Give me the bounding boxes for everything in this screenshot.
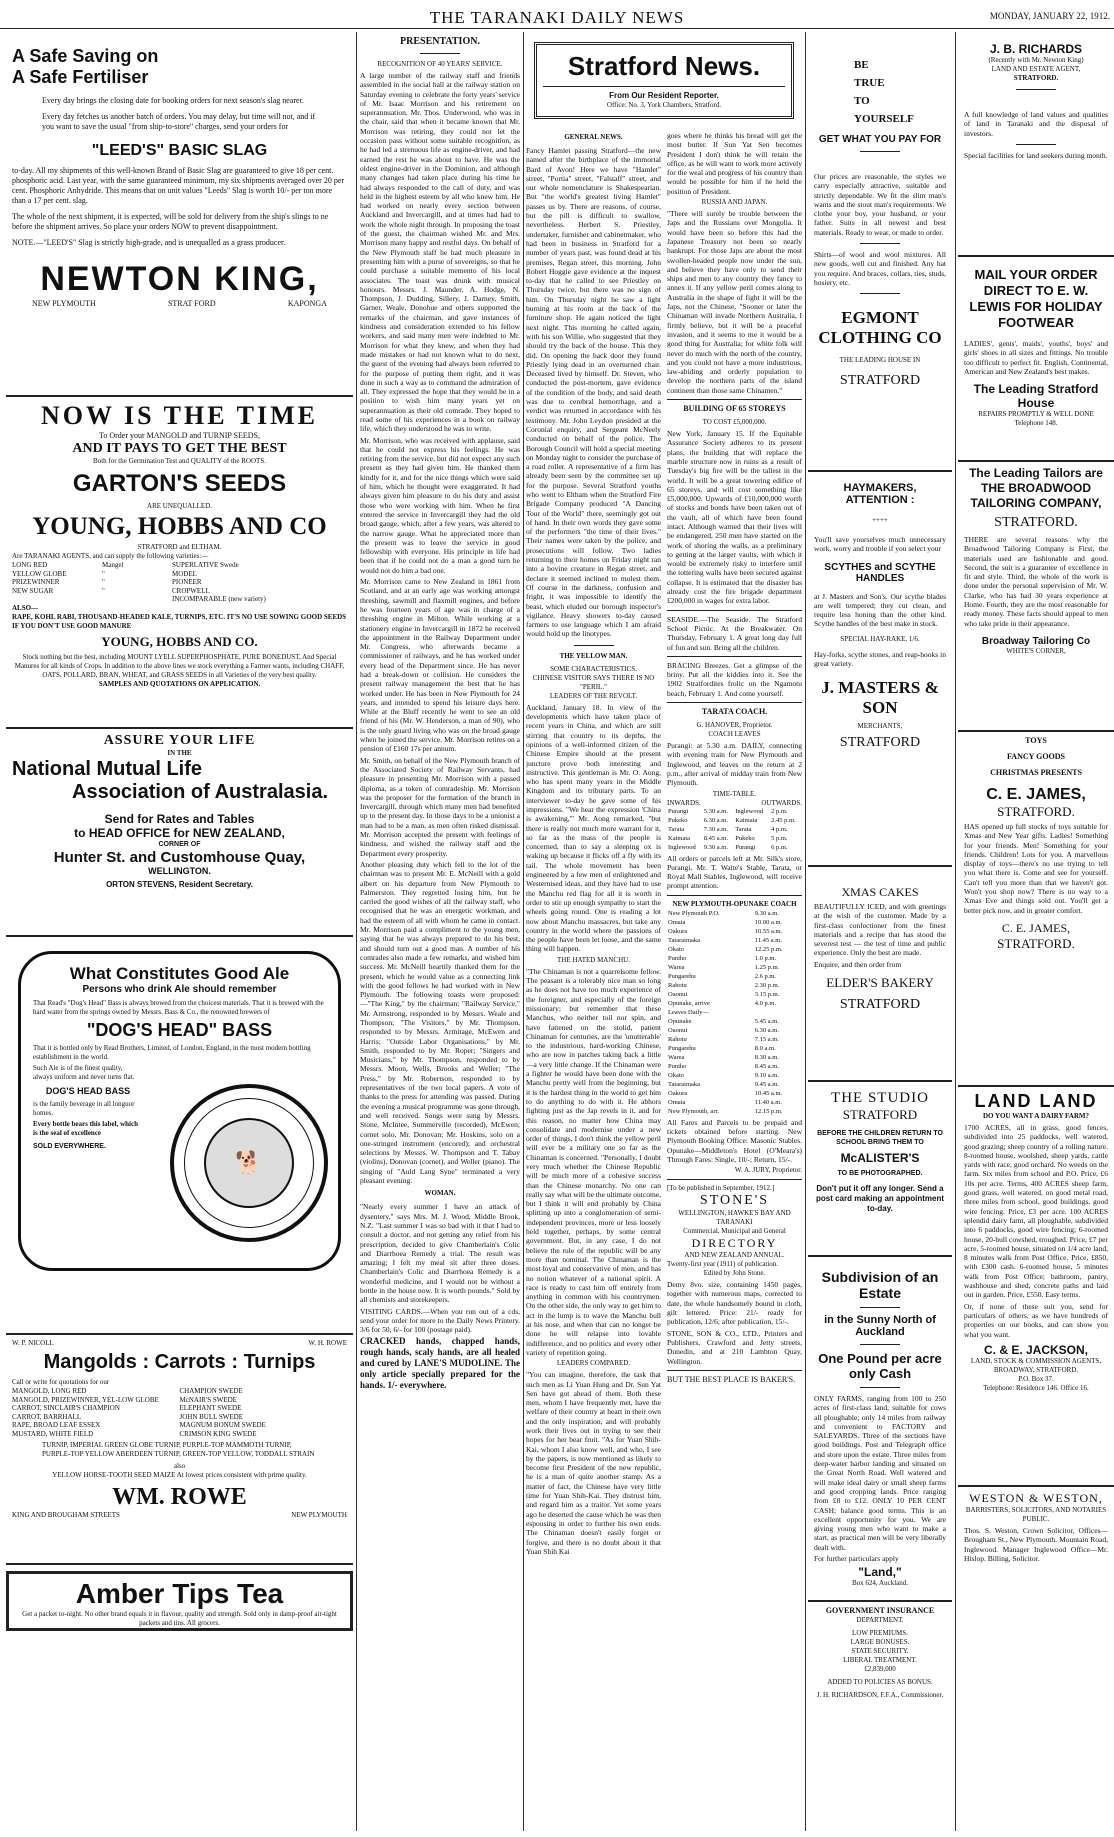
lewis-footwear-advert: MAIL YOUR ORDER DIRECT TO E. W. LEWIS FOR HOLIDAY FOOTWEAR LADIES', gents', maids', youths', boys' and girls' shoes in all sizes and fittings. No trouble too difficult to perfect fit. English, Continental, American and New Zealand's best makes. The Leading Stratford House REPAIRS PROMPTLY & WELL DONE Telephone 148.	[958, 257, 1114, 462]
seeds-company-2: YOUNG, HOBBS AND CO.	[101, 633, 258, 649]
leaders-text: "You can imagine, therefore, the task that such men as Li Yuan Hung and Dr. Sun Yat Sen have got ahead of them. Both these men, whom I have frequently met, have the welfare of their country at heart in their own and the only inspiration, and will probably work their lives out in trying to see their hopes for her bear fruit. "As for Yuan Shih-Kai, whom I also know well, and who, I see by the papers, is now mentioned as likely to become first President of the new republic, he is a man of quite another stamp. As a matter of fact, the Chinese have very little time for Yuan Shih-Kai. They distrust him, and regard him as a traitor. Yet some years ago he deserted the cause which he was then espousing in order to further his own ends. The Chinaman doesn't easily forget or forgive, and there is no doubt about it that Yuan Shih Kai	[526, 1370, 661, 1556]
land-heading: LAND LAND	[974, 1091, 1098, 1111]
insurance-in-the: IN THE	[167, 749, 192, 757]
coach-timetable	[667, 807, 802, 852]
stratford-right-column: goes where he thinks his bread will get the most butter. If Sun Yat Sen becomes President I don't think he will retain the office, as he will want to work more actively for the weal and progress of his country than would be possible for him if he held the position of President. RUSSIA AND JAPAN. "There will surely be trouble between the Japs and the Russians over Mongolia. It would have been so before this had the Japanese Treasury not been so nearly bankrupt. For those Japs are about the most swollen-headed people now under the sun, and believe they have only to send their ships and men to any country they fancy to annex it. If any yellow peril comes along to Australia in the shape of fight it will be the Japs, not the Chinese. "Sooner or later the Chinaman will invade Northern Australia, I firmly believe, but it will be a peaceful invasion, and it seems to me it would be a good thing for Australia; for white folk will never do much with the north of the country, and you could not have a more industrious, law-abiding and orderly population to develop the northern parts of the island continent than those same Chinamen." BUILDING OF 65 STOREYS TO COST £5,000,000. New York, January 15. If the Equitable Assurance Society adheres to its present plans, the building that will replace the marble structure now in ruins as a result of Tuesday's big fire will be the tallest in the world. It will be a great towering edifice of 65 storeys, and will cost something like £5,000,000. Upwards of £10,000,000 worth of stocks and bonds have been taken out of the vault, all of which have been found intact. Although warned that their lives will be endangered, 250 men have started on the work of shoring the walls, as a preliminary to getting at the larger vaults, with which it would be extremely risky to interfere until the tottering walls have been secured against collapse. It is estimated that the disaster has already cost the fire brigade department £200,000 in wages for extra labor. SEASIDE.—The Seaside. The Stratford School Picnic. At the Breakwater. On Thursday, February 1. A great long day full of fun and sun. Bring all the children. BRACING Breezes. Get a glimpse of the briny. Put all the kiddies into it. See the 1902 Stratfordites frolic on the Ngamotu beach, February 1. And come yourself. TARATA COACH. G. HANOVER, Proprietor. COACH LEAVES Purangi: at 5.30 a.m. DAILY, connecting with evening train for New Plymouth and Inglewood, and leaves on the return at 2 p.m., after arrival of midday train from New Plymouth. TIME-TABLE. INWARDS. OUTWARDS. Purangi 5.30 a.m. Inglewood 2 p.m. Pukeko 6.30 a.m. Kaimata 2.45 p.m. Tarata 7.30 a.m. Tarata 4 p.m. Kaimata 8.45 a.m. Pukeko 5 p.m. Inglewood 9.30 a.m. Purangi 6 p.m. All orders or parcels left at Mr. Silk's store, Purangi, Mr. T. Waite's Stable, Tarata, or Royal Mall Stables, Inglewood, will receive prompt attention. NEW PLYMOUTH-OPUNAKE COACH New Plymouth P.O. 9.30 a.m. Omata 10.00 a.m. Oakura 10.55 a.m. Tataraimaka 11.45 a.m. Okato 12.25 p.m. Puniho 1.0 p.m. Warea 1.25 p.m. Pungarehu 2.6 p.m. Rahotu 2.30 p.m. Oaonui 3.15 p.m. Opunake, arrive 4.0 p.m. Leaves Daily— Opunake 5.45 a.m. Oaonui 6.30 a.m. Rahotu 7.15 a.m. Pungarehu 8.0 a.m. Warea 8.30 a.m. Puniho 8.45 a.m. Okato 9.10 a.m. Tataraimaka 9.45 a.m. Oakura 10.45 a.m. Omata 11.40 a.m. New Plymouth, arr. 12.15 p.m. All Fares and Parcels to be prepaid and tickets obtained before starting. New Plymouth Booking Office: Masonic Stables. Opunake—Middleton's Hotel (O'Meara's) Through Fares: Single, 10/-; Return, 15/-. W. A. JURY, Proprietor. [To be published in September, 1912.] STONE'S WELLINGTON, HAWKE'S BAY AND TARANAKI Commercial, Municipal and General DIRECTORY AND NEW ZEALAND ANNUAL. Twenty-first year (1911) of publication. Edited by John Stone. Demy 8vo. size, containing 1450 pages, together with numerous maps, corrected to date, the whole handsomely bound in cloth, gilt lettered. Price: 21/- ready for publication, 12/6; after publication, 15/-. STONE, SON & CO., LTD., Printers and Publishers, Crawford and Jetty streets, Dunedin, and at 210 Lambton Quay, Wellington. BUT THE BEST PLACE IS BAKER'S.	[667, 131, 802, 1384]
stratford-news-title: Stratford News.	[567, 51, 761, 81]
timetable-cell: 4 p.m.	[771, 825, 788, 833]
stratford-news-body	[526, 129, 802, 1558]
seeds-also-text: RAPE, KOHL RABI, THOUSAND-HEADED KALE, TURNIPS, ETC. IT'S NO USE SOWING GOOD SEEDS IF YOU DON'T USE GOOD MANURE	[12, 612, 347, 630]
yellow-man-heading: THE YELLOW MAN.	[559, 651, 628, 660]
column-local-ads	[808, 32, 952, 1831]
scythes-heading: SCYTHES and SCYTHE HANDLES	[824, 561, 936, 584]
timetable-cell: 8.45 a.m.	[703, 834, 728, 842]
richards-advert: J. B. RICHARDS (Recently with Mr. Newton King) LAND AND ESTATE AGENT, STRATFORD. A full knowledge of land values and qualities of land in Taranaki and the disposal of investors. Special facilities for land seekers during month.	[958, 32, 1114, 257]
timetable-cell: 1.0 p.m.	[754, 954, 777, 962]
masthead	[0, 6, 1114, 29]
insurance-name-2: Association of Australasia.	[72, 781, 328, 803]
get-what-you-pay: GET WHAT YOU PAY FOR	[818, 134, 942, 145]
timetable-row	[667, 1107, 802, 1116]
mcalister-name: McALISTER'S	[840, 1151, 920, 1165]
seeds-agents: Are TARANAKI AGENTS, and can supply the following varieties:—	[12, 552, 209, 560]
timetable-cell: Warea	[668, 963, 685, 971]
insurance-secretary: ORTON STEVENS, Resident Secretary.	[106, 880, 253, 889]
rowe-name: WM. ROWE	[112, 1484, 247, 1510]
article-text: Mr. Smith, on behalf of the New Plymouth branch of the Associated Society of Railway Servants, had pleasure in presenting Mr. Morrison with a passed diploma, as a token of comradeship. Mr. Morrison was the proposer for the formation of the branch in Invercargill, through which many men had benefited up to the present day. In those days to be a unionist a man had to be a man, as men often risked dismissal. Mr. Morrison accepted the present with feelings of kindness, and wished the railway staff and the Department every prosperity.	[360, 755, 520, 858]
tailors-heading: The Leading Tailors are THE BROADWOOD TAILORING COMPANY,	[969, 466, 1103, 510]
timetable-row	[667, 1080, 802, 1089]
seeds-places: STRATFORD and ELTHAM.	[137, 543, 222, 551]
timetable-cell: 6 p.m.	[771, 843, 788, 851]
timetable-row	[667, 1089, 802, 1098]
studio-title: THE STUDIO	[831, 1090, 929, 1106]
bracing-advert: BRACING Breezes. Get a glimpse of the briny. Put all the kiddies into it. See the 1902 Stratfordites frolic on the Ngamotu beach, February 1. And come yourself.	[667, 660, 802, 698]
seeds-varieties	[12, 561, 347, 604]
timetable-cell: 12.25 p.m.	[754, 945, 783, 953]
timetable-cell: 2.30 p.m.	[754, 981, 780, 989]
timetable-cell: 6.30 a.m.	[754, 1026, 779, 1034]
mangolds-list-left: MANGOLD, LONG RED MANGOLD, PRIZEWINNER, YEL-LOW GLOBE CARROT, SINCLAIR'S CHAMPION CARROT, BARRHALL RAPE, BROAD LEAF ESSEX MUSTARD, WHITE FIELD	[12, 1387, 159, 1438]
haymakers-heading: HAYMAKERS, ATTENTION :	[843, 482, 917, 506]
column-rule	[805, 32, 806, 1831]
timetable-row	[667, 954, 802, 963]
subdivision-heading: Subdivision of an Estate	[821, 1269, 939, 1301]
article-text: Mr. Morrison came to New Zealand in 1861 from Scotland, and at an early age was working amongst threshing, sawmill and flaxmill engines, and before he was fourteen years of age was in charge of a threshing engine in Milton. While working at a stationery engine in Invercargill in 1872 he received the appointment in the Railway Department under Mr. Congress, who afterwards became a commissioner of railways, and he has worked under every head of the Department since. He has never had a break-down or collision. He considers the present railway management the best that he has worked under. He has been in New Plymouth for 24 years, and intended to spend his leisure days here. While at the Bluff recently he went to see an old friend of his (Mr. W. Henderson, a man of 90), who is the only guard living who was on the broad gauge when he joined the service. Mr. Morrison retires on a pension of £160 17s per annum.	[360, 577, 520, 754]
slag-headline-2: A Safe Fertiliser	[12, 67, 149, 87]
opunake-heading: NEW PLYMOUTH-OPUNAKE COACH	[672, 899, 797, 908]
timetable-row	[667, 1062, 802, 1071]
timetable-cell: 8.30 a.m.	[754, 1053, 779, 1061]
mail-order-heading: MAIL YOUR ORDER DIRECT TO E. W. LEWIS FOR HOLIDAY FOOTWEAR	[969, 267, 1103, 330]
timetable-row	[667, 963, 802, 972]
seeds-samples: SAMPLES AND QUOTATIONS ON APPLICATION.	[98, 679, 261, 688]
timetable-cell: Purangi	[668, 807, 689, 815]
timetable-cell: 7.30 a.m.	[703, 825, 728, 833]
slag-headline: A Safe Saving on	[12, 46, 159, 66]
broadwood-tailor-advert: The Leading Tailors are THE BROADWOOD TAILORING COMPANY, STRATFORD. THERE are several reasons why the Broadwood Tailoring Company is First, the materials used are fashionable and good. Second, the suit is a guarantee of excellence in fit and style. Third, the whole of the work is done under the personal supervision of Mr. W. Clarke, who has had 30 years experience at Home. Fourth, they are the most reasonable for ready money. These facts should appeal to men who take pride in their appearance. Broadway Tailoring Co WHITE'S CORNER,	[958, 462, 1114, 732]
timetable-cell: Pungarehu	[668, 1044, 696, 1052]
timetable-cell: 5.45 a.m.	[754, 1017, 779, 1025]
govt-insurance-advert: GOVERNMENT INSURANCE DEPARTMENT. LOW PREMIUMS. LARGE BONUSES. STATE SECURITY. LIBERAL TREATMENT. £2,839,000 ADDED TO POLICIES AS BONUS. J. H. RICHARDSON, F.F.A., Commissioner.	[808, 1602, 952, 1732]
weston-name: WESTON & WESTON,	[969, 1491, 1103, 1505]
timetable-row	[667, 1026, 802, 1035]
timetable-row	[667, 816, 802, 825]
timetable-row	[667, 1017, 802, 1026]
varieties-right: SUPERLATIVE Swede MODEL PIONEER CROPWELL INCOMPARABLE (new variety)	[172, 561, 266, 603]
timetable-cell: 2.6 p.m.	[754, 972, 777, 980]
column-stratford-news	[526, 32, 802, 1831]
slag-note: NOTE.—"LEED'S" Slag is strictly high-grade, and is unequalled as a grass producer.	[12, 238, 286, 247]
timetable-cell: Omata	[668, 1098, 686, 1106]
timetable-cell: Tataraimaka	[668, 1080, 701, 1088]
timetable-cell: Omata	[668, 918, 686, 926]
russia-text: "There will surely be trouble between the Japs and the Russians over Mongolia. It would have been so before this had the Japanese Treasury not been so nearly bankrupt. For those Japs are about the most swollen-headed people now under the sun, and believe they have only to send their ships and men to any country they fancy to annex it. If any yellow peril comes along to Australia in the shape of fight it will be the Japs, not the Chinese. "Sooner or later the Chinaman will invade Northern Australia, I firmly believe, but it will be a peaceful invasion, and it seems to me it would be a good thing for Australia; for white folk will never do much with the north of the country, and you could not have a more industrious, law-abiding and orderly population to develop the northern parts of the island continent than those same Chinamen."	[667, 209, 802, 395]
mangolds-list-right: CHAMPION SWEDE McNAIR'S SWEDE ELEPHANT SWEDE JOHN BULL SWEDE MAGNUM BONUM SWEDE CRIMSON KING SWEDE	[179, 1387, 266, 1438]
seeds-advert	[6, 397, 353, 729]
timetable-cell: 1.25 p.m.	[754, 963, 780, 971]
varieties-mid: Mangel " " "	[102, 561, 124, 595]
town: NEW PLYMOUTH	[32, 299, 96, 308]
timetable-cell: Pungarehu	[668, 972, 696, 980]
timetable-cell: Opunake	[668, 1017, 692, 1025]
insurance-address: Hunter St. and Customhouse Quay,	[53, 849, 306, 866]
elders-name: ELDER'S BAKERY	[826, 975, 934, 991]
slag-advert	[6, 32, 353, 397]
timetable-row	[667, 1044, 802, 1053]
timetable-row	[667, 1071, 802, 1080]
jackson-name: C. & E. JACKSON,	[983, 1342, 1088, 1357]
timetable-cell: 5 p.m.	[771, 834, 788, 842]
general-news-text: Fancy Hamlet passing Stratford—the new named after the birthplace of the immortal Bard of Avon! Here we have "Hamlet" street, "Portia" street, "Falstaff" street, and our whole nomenclature is Shakespearian. But "the world's greatest living Hamlet" passes us by. There are reasons, of course, but the pill is difficult to swallow, nevertheless. Herbert S. Priestley, undertaker, furnisher and cabinetmaker, who had been in business in Stratford for a number of years past, was found dead at his premises, Regan street, this morning. John Robert Hoggie gave evidence at the inquest to-day that he called to see Priestley on Thursday twice, but there was no sign of him. On Thursday night he saw a light burning at his room at the back of the furniture shop. He again noticed the light next night. This morning he called again, with his son Willie, who suggested that they should try the back of the house. This they did. On opening the back door they found Priestly lying dead in an overturned chair. Deceased lived by himself. Dr. Steven, who conducted the post-mortem, gave evidence of the condition of the body, and said death was due to cerebral hemorrhage, and a verdict was returned in accordance with his testimony. Mr. John Leydon presided at the Coronial enquiry, and Sergeant McNeely conducted on behalf of the police. The Borough Council will hold a special meeting on Monday night to consider the purchase of a road roller. A representative of a firm has already been seen by the committee set up for the purpose. Several Stratford youths who went to Eltham when the Stratford Fire Brigade Company produced "A Dancing Tour of the World" there, seemingly got out of hand. In their own words they gave some of the performers "the time of their lives." Their names were taken by the police, and prosecutions will follow. Two ladies returning to their homes on Friday night ran into a bovine creature in Regan street, and declare it seemed inclined to molest them. Of course in the darkness, confusion and fright, it was impossible to identify the beast, which eluded our borough inspector's vigilance. Heavy showers to-day caused farmers to use language which I am afraid would hold up the linotypes.	[526, 146, 661, 639]
timetable-cell: Opunake, arrive	[668, 999, 710, 1007]
woman-text: "Nearly every summer I have an attack of dysentery," says Mrs. M. J. Wood, Middle Brook, N.Z. "Last summer I was so bad with it that I had to consult a doctor, and not getting any relief from his prescription, decided to give Chamberlain's Colic and Diarrhoea Remedy a trial. The result was amazing; I felt my meal sit after three doses. Chamberlain's Colic and Diarrhoea Remedy is a wonderful medicine, and I would not be without a bottle in the house now. It is worth pounds." Sold by all chemists and storekeepers.	[360, 1202, 520, 1305]
timetable-cell: Tataraimaka	[668, 936, 701, 944]
directory-title: DIRECTORY	[691, 1236, 778, 1251]
insurance-corner: CORNER OF	[158, 841, 201, 848]
timetable-cell: Kaimata	[668, 834, 691, 842]
mangolds-names: W. P. NICOLL W. H. ROWE	[12, 1339, 347, 1347]
timetable-row	[667, 981, 802, 990]
seeds-line: Both for the Germination Test and QUALITY of the ROOTS.	[93, 457, 266, 465]
richards-name: J. B. RICHARDS	[989, 42, 1082, 56]
timetable-cell: 10.45 a.m.	[754, 1089, 783, 1097]
mangolds-headline: Mangolds : Carrots : Turnips	[43, 1351, 316, 1373]
dog-head-icon: 🐕	[204, 1118, 294, 1208]
general-news-heading: GENERAL NEWS.	[564, 133, 623, 141]
article-text: A large number of the railway staff and friends assembled in the social hall at the railway station on Saturday evening to celebrate the forty years' service of Mr. Isaac Morrison and his retirement on superannuation. Mr. Thos. Underwood, who was in the chair, said that when it became known that Mr. Morrison was retiring, they could not let the occasion pass without some suitable recognition, as he had led a strenuous life as engine-driver, and had earned the rest he was about to have. He was the oldest engine-driver in the Dominion, and although many changes had taken place during his time he had always responded to the call of duty, and was held in the highest esteem by all who knew him. He had worked on nearly every section between Auckland and Invercargill, and at times had had to work the whole night through. In proposing the toast of the guest, the chairman wished Mr. and Mrs. Morrison many happy and restful days. On behalf of the New Plymouth staff he had much pleasure in presenting him with a purse of sovereigns, so that he could purchase a suitable memento of his local associates. The toast was drunk with musical honours. Messrs. J. Maunder, A. Hodge, N. Thompson, J. Dudding, Sillery, J. Darney, Smith, Garner, Weale, Donohue and others supported the remarks of the chairman, and gave instances of kindness and consideration extended to his fellow workers, and said many men were indebted to Mr. Morrison for what they knew, and when they had made mistakes or had not known what to do next, the guest of the evening had always been referred to for the purpose of putting them right, and it was done in such a way as to command the admiration of all. They expressed the hope that they would be in a position to wish him many years yet on superannuation as their old comrade. They hoped to read some of his experiences in a book on railway life, which they understood he was to write.	[360, 71, 520, 434]
column-advertisements-left	[6, 32, 353, 1831]
timetable-cell: 5.30 a.m.	[703, 807, 728, 815]
timetable-cell: 4.0 p.m.	[754, 999, 777, 1007]
timetable-row	[667, 918, 802, 927]
timetable-row	[667, 909, 802, 918]
timetable-cell: 10.55 a.m.	[754, 927, 783, 935]
timetable-cell: 7.15 a.m.	[754, 1035, 779, 1043]
timetable-cell: 8.45 a.m.	[754, 1062, 779, 1070]
weston-advert: WESTON & WESTON, BARRISTERS, SOLICITORS, AND NOTARIES PUBLIC. Thos. S. Weston, Crown Solicitor, Offices—Brougham St., New Plymouth. Mountain Road, Inglewood. Manager Inglewood Office—Mr. Hislop. Billing, Solicitor.	[964, 1491, 1108, 1563]
timetable-cell	[754, 1008, 802, 1017]
timetable-cell: Puniho	[668, 1062, 687, 1070]
subdivision-advert: Subdivision of an Estate in the Sunny North of Auckland One Pound per acre only Cash ONLY FARMS, ranging from 100 to 250 acres of first-class land, suitable for cows all ploughable; only 14 miles from railway and convenient to FACTORY and SALEYARDS. Three of the sections have good buildings. Post and Telegraph office and store upon the estate. Three miles from deep-water harbor landing and situated on the Great North Road. Well watered and will make ideal dairy or small sheep farms and good cropping lands. Price ranging from £8 to £12. ONLY 10 PER CENT CASH; balance good terms. This is an excellent opportunity for you. We are giving young men who want to make a start, as practical men will be very liberally dealt with. For further particulars apply "Land," Box 624, Auckland.	[808, 1257, 952, 1602]
timetable-cell: Inglewood	[668, 843, 696, 851]
town: STRAT FORD	[167, 299, 216, 308]
egmont-name: EGMONT CLOTHING CO	[818, 308, 942, 348]
ale-advert	[6, 937, 353, 1335]
tea-headline: Amber Tips Tea	[75, 1578, 284, 1609]
timetable-cell: Purangi	[735, 843, 756, 851]
timetable-cell: New Plymouth P.O.	[668, 909, 720, 917]
timetable-row	[667, 825, 802, 834]
timetable-row	[667, 1035, 802, 1044]
coach-title: TARATA COACH.	[701, 707, 768, 717]
column-rule	[523, 32, 524, 1831]
timetable-cell: Rahotu	[668, 981, 687, 989]
reporter-line: From Our Resident Reporter.	[609, 91, 719, 100]
timetable-cell: Kaimata	[735, 816, 758, 824]
ale-left-text: Such Ale is of the finest quality, always uniform and never turns flat. DOG'S HEAD BASS is the family beverage in all longuor homes. Every bottle bears this label, which is the seal of excellence SOLD EVERYWHERE.	[33, 1064, 138, 1150]
cracked-hands-advert: CRACKED hands, chapped hands, rough hands, scaly hands, are all healed and cured by LANE'S MUDOLINE. The only article specially prepared for the hands. 1/- everywhere.	[360, 1336, 520, 1391]
timetable-row	[667, 936, 802, 945]
timetable-cell: Warea	[668, 1053, 685, 1061]
read-brothers-seal	[170, 1084, 328, 1242]
timetable-cell: Rahotu	[668, 1035, 687, 1043]
timetable-cell: 2 p.m.	[771, 807, 788, 815]
masters-advert: HAYMAKERS, ATTENTION : ++++ You'll save yourselves much unnecessary work, worry and trouble if you select your SCYTHES and SCYTHE HANDLES at J. Masters and Son's. Our scythe blades are well tempered; they cut clean, and require less honing than the other kind. Scythe handles of the best make in stock. SPECIAL HAY-RAKE, 1/6. Hay-forks, scythe stones, and reap-hooks in great variety. J. MASTERS & SON MERCHANTS, STRATFORD	[808, 472, 952, 867]
james-name: C. E. JAMES,	[986, 786, 1086, 803]
insurance-city: WELLINGTON.	[148, 866, 211, 876]
timetable-row	[667, 972, 802, 981]
article-text: Mr. Morrison, who was received with applause, said that he could not express his feelings. He was retiring from the service, but did not expect any such present as they had given him. He thanked them kindly for it, and for the nice things which were said of him, which he thought were exaggerated. It had always given him pleasure to do his duty and assist those who were working with him. When he first entered the service in Invercargill they had the old broad gauge, which, after a few years, was altered to the narrow gauge. What he appreciated more than the present was to leave the service in good fellowship with everyone. His principle in life had been that if he could not do a man a good turn he would not do him a bad one.	[360, 435, 520, 575]
woman-heading: WOMAN.	[424, 1189, 456, 1198]
opunake-timetable	[667, 909, 802, 1116]
slag-paragraph: The whole of the next shipment, it is expected, will be sold for delivery from the ship's slings to ne before the shipment arrives. So place your orders NOW to prevent disappointment.	[12, 212, 329, 231]
tea-text: Get a packet to-night. No other brand equals it in flavour, quality and strength. Sold only in damp-proof air-tight packets and tins. All grocers.	[22, 1610, 337, 1627]
mangolds-call: Call or write for quotations for our	[12, 1378, 110, 1386]
tea-advert	[6, 1571, 353, 1631]
storeys-heading: BUILDING OF 65 STOREYS	[683, 404, 786, 414]
mangolds-lists	[12, 1387, 347, 1438]
issue-date: MONDAY, JANUARY 22, 1912.	[989, 11, 1110, 21]
column-rule	[955, 32, 956, 1831]
timetable-row	[667, 843, 802, 852]
office-line: Office: No. 3, York Chambers, Stratford.	[606, 101, 722, 109]
insurance-name: National Mutual Life	[12, 758, 202, 780]
timetable-row	[667, 1053, 802, 1062]
column-presentation	[360, 32, 520, 1831]
insurance-to: to HEAD OFFICE for NEW ZEALAND,	[74, 826, 285, 840]
timetable-cell: 8.0 a.m.	[754, 1044, 776, 1052]
seeds-brand: GARTON'S SEEDS	[72, 470, 287, 497]
seeds-line: AND IT PAYS TO GET THE BEST	[72, 441, 287, 456]
studio-advert: THE STUDIO STRATFORD BEFORE THE CHILDREN RETURN TO SCHOOL BRING THEM TO McALISTER'S TO BE PHOTOGRAPHED. Don't put it off any longer. Send a post card making an appointment to-day.	[808, 1082, 952, 1257]
timetable-cell: Pukeko	[668, 816, 688, 824]
timetable-cell: Tarata	[735, 825, 752, 833]
timetable-cell: Tarata	[668, 825, 685, 833]
column-right-ads	[958, 32, 1114, 1831]
slag-paragraph: Every day brings the closing date for booking orders for next season's slag nearer.	[42, 96, 304, 105]
slag-product: "LEED'S" BASIC SLAG	[91, 142, 268, 159]
mangolds-turnips: TURNIP, IMPERIAL GREEN GLOBE TURNIP, PURPLE-TOP MAMMOTH TURNIP, PURPLE-TOP YELLOW ABERDEEN TURNIP, GREEN-TOP YELLOW, TODDALL STRAIN	[42, 1441, 315, 1458]
timetable-row	[667, 945, 802, 954]
timetable-cell: 2.45 p.m.	[771, 816, 796, 824]
town: KAPONGA	[287, 299, 327, 308]
timetable-cell: Okato	[668, 1071, 684, 1079]
timetable-cell: Puniho	[668, 954, 687, 962]
section-heading: PRESENTATION.	[400, 36, 480, 47]
timetable-cell: 11.45 a.m.	[754, 936, 782, 944]
manchu-text: "The Chinaman is not a quarrelsome fellow. The peasant is a tolerably nice man so long as he does not have too much experience of the foreigner, and especially of the foreign missionary; but remember that these Manchus, who neither toil nor spin, and have fattened on the stolid, patient Chinaman for centuries, are the 'unutterable' to the industrious, hard-working Chinese, who are now in patches taking back a little—a very little change. If the Chinaman were a fighter he would have been done with the Manchu pretty well from the beginning, but it is the hardest thing in the world to get him to do anything to do with it. He abhors fighting just as the Jap revels in it, and for this reason, no matter how China may consolidate and modernise under a new order of things, I don't think the yellow peril will ever be a military one so far as the Chinaman is concerned. "Personally, I doubt very much whether the Chinese Republic will be much more of a cohesive success than the Chinese monarchy. No one can really say what will be the ultimate outcome, but I think it will end probably by China splitting up into a conglomeration of semi-independent provinces, more or less loosely held together, perhaps, by some central government. But, in any case, I do not believe the rule of the republic will be any more than nominal. The Chinaman is the most loyal and conservative of men, and has no notion whatever of a national spirit. A race is ready to cast him off entirely from anything in common with his countrymen. On the other side, the only way to get him to act in the lump is to wave the Manchu bull at his nose, and when that can no longer be done he will relapse into lovable indifference, and no politics and every other variety of repetition going.	[526, 966, 661, 1357]
timetable-cell: 9.30 a.m.	[703, 843, 728, 851]
be-true-slogan: BE TRUE TO YOURSELF	[854, 59, 914, 125]
timetable-cell: Leaves Daily—	[668, 1008, 709, 1016]
timetable-cell: New Plymouth, arr.	[668, 1107, 719, 1115]
visiting-cards: VISITING CARDS.—When you run out of a cds, send your order for more to the Daily News Printery. 3/6 for 50, 6/- for 100 (postage paid).	[360, 1306, 520, 1335]
masters-name: J. MASTERS & SON	[821, 678, 939, 718]
timetable-row	[667, 1098, 802, 1107]
seeds-headline: NOW IS THE TIME	[41, 401, 318, 430]
timetable-cell: Oakura	[668, 1089, 688, 1097]
newton-king-name: NEWTON KING,	[40, 260, 319, 298]
timetable-row	[667, 999, 802, 1008]
article-text: Another pleasing duty which fell to the lot of the chairman was to present Mr. E. McNeill with a gold albert on his departure from New Plymouth to Palmerston. They regretted losing him, but he carried the good wishes of all the railway staff, who recognised that he was an energetic workman, and had the esteem of all with whom he came in contact. Mr. Morrison paid a compliment to the young men, saying that he was always prepared to do his best, and should turn out a good man. A number of his comrades also made a few remarks, and wished him success. Mr. McNeill heartily thanked them for the present, which he would value as a connecting link with the good fellows he had worked with in New Plymouth. The following toasts were proposed:—"The King," by the chairman; "Railway Service," Mr. Armstrong, responded to by Messrs. Weale and Thompson; "The Visitors," by Mr. Thompson, responded to by Messrs. Armitage, McEwen and Harris; "Outside Labor Organisations," by Mr. Smith, responded to by Mr. Roper; "Singers and Musicians," by Mr. Thompson, responded to by Messrs. Moon, Wells, Brooks and Weller; "The Press," by Mr. Robertson, responded to by representatives of the two local papers. A vote of thanks to the press for attending was passed. During the evening a musical programme was gone through, and well received. Songs were sung by Messrs. Stone, McIntee, Summerville (recorded), McEwen; cornet solo, Mr. Donovan; Mr. Hoskins, solo on a one-stringed instrument (encored); and orchestral selections by Messrs. W. Thompson and T. Tabay (violins), Donovan (cornet), and Weller (piano). The singing of "Auld Lang Syne" terminated a very pleasant evening.	[360, 859, 520, 1186]
yellow-man-text: Auckland, January 18. In view of the developments which have taken place of recent years in China, and which are still stirring that country to its depths, the opinions of a well-informed citizen of the Chinese Empire should at the present juncture prove both interesting and instructive. This gentleman is Mr. O. Aong, who has spent many years in the Middle Kingdom and its tributary parts. To an interviewer to-day he gave some of his impressions. "We hear the expression 'China is awakening,'" Mr. Aong remarked, "but there is really not much more warrant for it, so far as the mass of the people is concerned, than to say a sleeping ox is waking up because it flicks off a fly with its tail. The whole movement has been engineered by a few men of enlightened and Westernised ideas, and they have had to use the Manchu red flag for all it is worth in order to stir up enough sympathy to start the wheels going round. One is reading a lot now about Manchu massacres, but take any country in the world where the passions of the people have been let loose, and the same thing will happen.	[526, 702, 661, 954]
timetable-cell: 10.00 a.m.	[754, 918, 783, 926]
timetable-cell: Oakura	[668, 927, 688, 935]
timetable-cell: 6.30 a.m.	[703, 816, 728, 824]
seeds-line: To Order your MANGOLD and TURNIP SEEDS,	[99, 431, 260, 440]
timetable-cell: 12.15 p.m.	[754, 1107, 783, 1115]
slag-paragraph: to-day. All my shipments of this well-known Brand of Basic Slag are guaranteed to give 18 per cent. phosphoric acid. Last year, with the same guaranteed minimum, my six shipments averaged over 20 per cent. Phosphoric Anhydride. This means that on unit values "Leeds" Slag is worth 10/- per ton more than a 17 per cent. slag.	[12, 166, 345, 205]
ale-advert-frame	[18, 951, 341, 1271]
seeds-company: YOUNG, HOBBS AND CO	[32, 513, 327, 540]
newton-king-towns	[12, 299, 347, 308]
timetable-cell: 9.45 a.m.	[754, 1080, 779, 1088]
timetable-cell: 9.30 a.m.	[754, 909, 779, 917]
bakers-advert: BUT THE BEST PLACE IS BAKER'S.	[667, 1374, 796, 1384]
james-toys-advert: TOYS FANCY GOODS CHRISTMAS PRESENTS C. E. JAMES, STRATFORD. HAS opened up full stocks of toys suitable for Xmas and New Year gifts. Ladies! Something for your friends. Men! Something for your friends. Children! Lots for you. A marvellous display of toys—there's no use trying to tell you what there is. Come and see for yourself. Can't tell you more than that we haven't got. Won't you shop now? There is no way to a Xmas Eve and things sold out. You'll get a better pick now, and in greater comfort. C. E. JAMES, STRATFORD.	[958, 732, 1114, 1087]
seeds-unequalled: ARE UNEQUALLED.	[147, 502, 212, 510]
mangolds-advert	[6, 1335, 353, 1565]
insurance-send: Send for Rates and Tables	[104, 812, 255, 826]
varieties-left: LONG RED YELLOW GLOBE PRIZEWINNER NEW SUGAR	[12, 561, 67, 595]
rowe-address: KING AND BROUGHAM STREETS NEW PLYMOUTH	[12, 1511, 347, 1519]
elders-bakery-advert: XMAS CAKES BEAUTIFULLY ICED, and with greetings at the wish of the customer. Made by a first-class confectioner from the finest materials and a recipe that has stood the severest test — the test of time and public experience. Only the best are made. Enquire, and then order from ELDER'S BAKERY STRATFORD	[808, 867, 952, 1082]
timetable-cell: Pukeko	[735, 834, 755, 842]
ale-brand: "DOG'S HEAD" BASS	[86, 1020, 273, 1040]
newspaper-title: THE TARANAKI DAILY NEWS	[429, 8, 685, 27]
timetable-row	[667, 927, 802, 936]
column-rule	[356, 32, 357, 1831]
xmas-heading: XMAS CAKES	[841, 885, 919, 899]
slag-paragraph: Every day fetches us another batch of orders. You may delay, but time will not, and if you want to save the usual "from ship-to-store" charges, send your orders for	[42, 112, 316, 131]
ale-text: That it is bottled only by Read Brothers, Limited, of London, England, in the most modern bottling establishment in the world.	[33, 1044, 311, 1061]
timetable-row	[667, 807, 802, 816]
insurance-advert	[6, 729, 353, 937]
ale-headline: What Constitutes Good Ale	[69, 964, 290, 983]
ale-text: That Read's "Dog's Head" Bass is always brewed from the choicest materials. That it is brewed with the hard water from the springs owned by Messrs. Bass & Co., the renowned brewers of	[33, 999, 324, 1016]
seeds-stock: Stock nothing but the best, including MOUNT LYELL SUPERPHOSPHATE, PURE BONEDUST, And Special Manures for all kinds of Crops. In addition to the above lines we stock everything a Farmer wants, including CHAFF, OATS, POLLARD, BRAN, WHEAT, and GRASS SEEDS in all Varieties of the very best quality.	[14, 652, 345, 679]
timetable-cell: Okato	[668, 945, 684, 953]
timetable-cell: Oaonui	[668, 1026, 688, 1034]
timetable-cell: Inglewood	[735, 807, 764, 815]
stratford-news-banner	[534, 42, 794, 119]
timetable-row	[667, 834, 802, 843]
timetable-cell: Oaonui	[668, 990, 688, 998]
mangolds-also: also	[173, 1462, 186, 1470]
govt-list: LOW PREMIUMS. LARGE BONUSES. STATE SECURITY. LIBERAL TREATMENT. £2,839,000	[843, 1629, 917, 1673]
timetable-row	[667, 1008, 802, 1017]
jackson-land-advert: LAND LAND DO YOU WANT A DAIRY FARM? 1700 ACRES, all in grass, good fences, subdivided into 25 paddocks, well watered, good grazing; sheep country of a rolling nature. 8-roomed house, woolshed, sheep yards, cattle yards with race, good orchard. No weeds on the farm. Six miles from school and P.O. Price, £6 10s per acre. Terms, 400 ACRES sheep farm, good grass, well watered, on good metal road, three miles from school, good buildings, good wire fencing. Price, £3 per acre. 100 ACRES splendid dairy farm, all ploughable, subdivided into 6 paddocks, good wire fencing; 6-roomed house, 20-bull cowshed, troughed. Price, £7 per acre. 5-roomed house, situated on 1/4 acre land, 8 minutes walk from Post Office. Price, £850, with £300 cash. 6-roomed house, 5 minutes walk from Post Office; bathroom, pantry, washhouse and shed, concrete paths and laid out in garden. Price, £550. Easy terms. Or, if none of these suit you, send for particulars of others, as we have hundreds of properties on our books, and can show you what you want. C. & E. JACKSON, LAND, STOCK & COMMISSION AGENTS, BROADWAY, STRATFORD. P.O. Box 37. Telephone: Residence 146. Office 16.	[958, 1087, 1114, 1487]
timetable-header: INWARDS. OUTWARDS.	[667, 798, 802, 807]
timetable-row	[667, 990, 802, 999]
mangolds-maize: YELLOW HORSE-TOOTH SEED MAIZE At lowest prices consistent with prime quality.	[52, 1471, 307, 1479]
seeds-also: ALSO—	[12, 603, 39, 612]
seaside-advert: SEASIDE.—The Seaside. The Stratford School Picnic. At the Breakwater. On Thursday, February 1. A great long day full of fun and sun. Bring all the children.	[667, 614, 802, 652]
storeys-text: New York, January 15. If the Equitable Assurance Society adheres to its present plans, the building that will replace the marble structure now in ruins as a result of Tuesday's big fire will be the tallest in the world. It will be a great towering edifice of 65 storeys, and will cost something like £5,000,000. Upwards of £10,000,000 worth of stocks and bonds have been taken out of the vault, all of which have been found intact. Although warned that their lives will be endangered, 250 men have started on the work of shoring the walls, as a preliminary to getting at the larger vaults, with which it would be extremely risky to interfere until the tottering walls have been secured against collapse. It is estimated that the disaster has already cost the fire brigade department £200,000 in wages for extra labor.	[667, 429, 802, 606]
stratford-left-column: GENERAL NEWS. Fancy Hamlet passing Stratford—the new named after the birthplace of the immortal Bard of Avon! Here we have "Hamlet" street, "Portia" street, "Falstaff" street, and our whole nomenclature is Shakespearian. But "the world's greatest living Hamlet" passes us by. There are reasons, of course, but the pill is difficult to swallow, nevertheless. Herbert S. Priestley, undertaker, furnisher and cabinetmaker, who had been in business in Stratford for a number of years past, was found dead at his premises, Regan street, this morning. John Robert Hoggie gave evidence at the inquest to-day that he called to see Priestley on Thursday twice, but there was no sign of him. On Thursday night he saw a light burning at his room at the back of the furniture shop. He again noticed the light next night. This morning he called again, with his son Willie, who suggested that they should try the back of the house. This they did. On opening the back door they found Priestly lying dead in an overturned chair. Deceased lived by himself. Dr. Steven, who conducted the post-mortem, gave evidence of the condition of the body, and said death was due to cerebral hemorrhage, and a verdict was returned in accordance with his testimony. Mr. John Leydon presided at the Coronial enquiry, and Sergeant McNeely conducted on behalf of the police. The Borough Council will hold a special meeting on Monday night to consider the purchase of a road roller. A representative of a firm has already been seen by the committee set up for the purpose. Several Stratford youths who went to Eltham when the Stratford Fire Brigade Company produced "A Dancing Tour of the World" there, seemingly got out of hand. In their own words they gave some of the performers "the time of their lives." Their names were taken by the police, and prosecutions will follow. Two ladies returning to their homes on Friday night ran into a bovine creature in Regan street, and declare it seemed inclined to molest them. Of course in the darkness, confusion and fright, it was impossible to identify the beast, which eluded our borough inspector's vigilance. Heavy showers to-day caused farmers to use language which I am afraid would hold up the linotypes. THE YELLOW MAN. SOME CHARACTERISTICS. CHINESE VISITOR SAYS THERE IS NO "PERIL." LEADERS OF THE REVOLT. Auckland, January 18. In view of the developments which have taken place of recent years in China, and which are still stirring that country to its depths, the opinions of a well-informed citizen of the Chinese Empire should at the present juncture prove both interesting and instructive. This gentleman is Mr. O. Aong, who has spent many years in the Middle Kingdom and its tributary parts. To an interviewer to-day he gave some of his impressions. "We hear the expression 'China is awakening,'" Mr. Aong remarked, "but there is really not much more warrant for it, so far as the mass of the people is concerned, than to say a sleeping ox is waking up because it flicks off a fly with its tail. The whole movement has been engineered by a few men of enlightened and Westernised ideas, and they have had to use the Manchu red flag for all it is worth in order to stir up enough sympathy to start the wheels going round. One is reading a lot now about Manchu massacres, but take any country in the world where the passions of the people have been let loose, and the same thing will happen. THE HATED MANCHU. "The Chinaman is not a quarrelsome fellow. The peasant is a tolerably nice man so long as he does not have too much experience of the foreigner, and especially of the foreign missionary; but remember that these Manchus, who neither toil nor spin, and have fattened on the stolid, patient Chinaman for centuries, are the 'unutterable' to the industrious, hard-working Chinese, who are now in patches taking back a little—a very little change. If the Chinaman were a fighter he would have been done with the Manchu pretty well from the beginning, but it is the hardest thing in the world to get him to do anything to do with it. He abhors fighting just as the Jap revels in it, and for this reason, no matter how China may consolidate and modernise under a new order of things, I don't think the yellow peril will ever be a military one so far as the Chinaman is concerned. "Personally, I doubt very much whether the Chinese Republic will be much more of a cohesive success than the Chinese monarchy. No one can really say what will be the ultimate outcome, but I think it will end probably by China splitting up into a conglomeration of semi-independent provinces, more or less loosely held together, perhaps, by some central government. But, in any case, I do not believe the rule of the republic will be any more than nominal. The Chinaman is the most loyal and conservative of men, and has no notion whatever of a national spirit. A race is ready to cast him off entirely from anything in common with his countrymen. On the other side, the only way to get him to act in the lump is to wave the Manchu bull at his nose, and when that can no longer be done he will relapse into lovable indifference, and no politics and every other variety of repetition going. LEADERS COMPARED. "You can imagine, therefore, the task that such men as Li Yuan Hung and Dr. Sun Yat Sen have got ahead of them. Both these men, whom I have frequently met, have the welfare of their country at heart in their own and the only inspiration, and will probably work their lives out in trying to see their hopes for her bear fruit. "As for Yuan Shih-Kai, whom I also know well, and who, I see by the papers, is now mentioned as likely to become first President of the new republic, he is a man of quite another stamp. As a matter of fact, the Chinese have very little time for Yuan Shih-Kai. They distrust him, and regard him as a traitor. Yet some years ago he deserted the cause which he was then espousing in order to further his own ends. The Chinaman doesn't easily forget or forgive, and there is no doubt about it that Yuan Shih Kai	[526, 133, 661, 1556]
timetable-cell: 11.40 a.m.	[754, 1098, 782, 1106]
egmont-clothing-advert: BE TRUE TO YOURSELF GET WHAT YOU PAY FOR Our prices are reasonable, the styles we carry especially attractive, suitable and strictly dependable. We fit the slim man's wants and the stout man's requirements. We clothe your boy, your husband, or your father. Suits in all newest and best materials. Ready to wear, or made to order. Shirts—of wool and wool mixtures. All new goods, well cut and finished. Any hat you require. And braces, collars, ties, studs, hosiery, etc. EGMONT CLOTHING CO THE LEADING HOUSE IN STRATFORD	[808, 32, 952, 472]
stones-title: STONE'S	[699, 1193, 770, 1209]
ale-sub: Persons who drink Ale should remember	[82, 984, 277, 995]
timetable-cell: 3.15 p.m.	[754, 990, 780, 998]
timetable-cell: 9.10 a.m.	[754, 1071, 779, 1079]
general-news-continued: goes where he thinks his bread will get the most butter. If Sun Yat Sen becomes President I don't think he will retain the office, as he will want to work more actively for the weal and progress of his country than would be possible for him if he held the position of President.	[667, 131, 802, 196]
insurance-line: ASSURE YOUR LIFE	[103, 733, 256, 748]
article-subheading: RECOGNITION OF 40 YEARS' SERVICE.	[377, 60, 503, 68]
